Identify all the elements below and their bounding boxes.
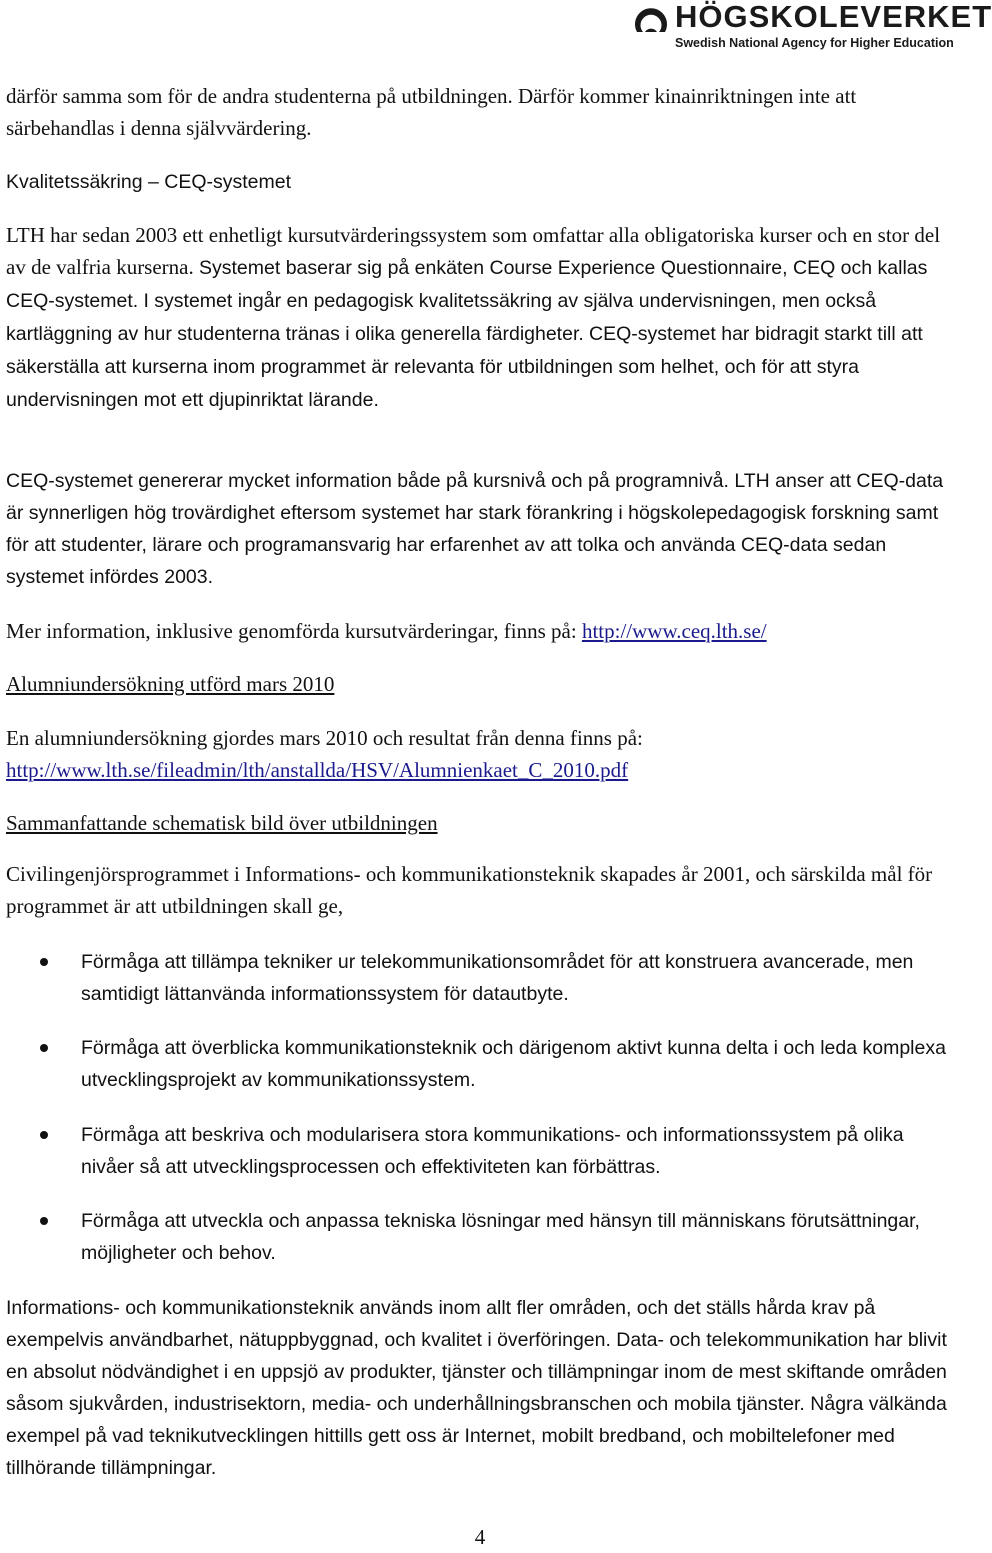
ceq-p1-b: Systemet baserar sig på enkäten Course Experience Questionnaire, CEQ och kallas CEQ-systemet. (6, 257, 928, 312)
ceq-p3-text: Mer information, inklusive genomförda kursutvärderingar, finns på: (6, 619, 577, 643)
alumni-paragraph (6, 722, 956, 786)
page-number: 4 (474, 1525, 486, 1549)
bullet-icon (40, 1131, 48, 1139)
list-item-text: Förmåga att beskriva och modularisera stora kommunikations- och informationssystem på olika nivåer så att utvecklingsprocessen och effektiviteten kan förbättras. (81, 1124, 904, 1178)
ceq-paragraph-3 (6, 615, 956, 647)
ceq-p1-a: LTH har sedan 2003 ett enhetligt kursutvärderingssystem som omfattar alla obligatoriska kurser och en stor del av de valfria kurserna. (6, 223, 941, 279)
closing-paragraph: Informations- och kommunikationsteknik används inom allt fler områden, och det ställs hårda krav på exempelvis användbarhet, nätuppbyggnad, och kvalitet i överföringen. Data- och telekommunikation har blivit en absolut nödvändighet i en uppsjö av produkter, tjänster och tillämpningar inom de mest skiftande områden såsom sjukvården, industrisektorn, media- och underhållningsbranschen och mobila tjänster. Några välkända exempel på vad teknikutvecklingen hittills gett oss är Internet, mobilt bredband, och mobiltelefoner med tillhörande tillämpningar. (6, 1297, 947, 1479)
ceq-link[interactable]: http://www.ceq.lth.se/ (581, 619, 767, 643)
logo-name: HÖGSKOLEVERKET (675, 0, 992, 34)
logo-subtitle: Swedish National Agency for Higher Education (675, 36, 954, 50)
ceq-p1-c: I systemet ingår en pedagogisk kvalitetssäkring av själva undervisningen, men också kartläggning av hur studenterna tränas i olika generella färdigheter. (6, 290, 877, 345)
alumni-text: En alumniundersökning gjordes mars 2010 och resultat från denna finns på: (6, 726, 643, 750)
list-item-text: Förmåga att utveckla och anpassa tekniska lösningar med hänsyn till människans förutsättningar, möjligheter och behov. (81, 1210, 920, 1264)
intro-paragraph: därför samma som för de andra studenterna på utbildningen. Därför kommer kinainriktningen inte att särbehandlas i denna självvärdering. (6, 84, 857, 140)
ceq-p1-d: CEQ-systemet har bidragit starkt till att säkerställa att kurserna inom programmet är relevanta för utbildningen som helhet, och för att styra undervisningen mot ett djupinriktat lärande. (6, 323, 923, 411)
bullet-icon (40, 958, 48, 966)
alumni-heading: Alumniundersökning utförd mars 2010 (6, 672, 335, 696)
list-item-text: Förmåga att tillämpa tekniker ur telekommunikationsområdet för att konstruera avancerade, men samtidigt lättanvända informationssystem för datautbyte. (81, 951, 914, 1005)
ceq-heading: Kvalitetssäkring – CEQ-systemet (6, 171, 292, 193)
ceq-paragraph-1 (6, 219, 956, 416)
agency-logo (633, 0, 992, 55)
bullet-icon (40, 1217, 48, 1225)
ceq-paragraph-2: CEQ-systemet genererar mycket information både på kursnivå och på programnivå. LTH anser att CEQ-data är synnerligen hög trovärdighet eftersom systemet har stark förankring i högskolepedagogisk forskning samt för att studenter, lärare och programansvarig har erfarenhet av att tolka och använda CEQ-data sedan systemet infördes 2003. (6, 470, 944, 588)
bullet-icon (40, 1044, 48, 1052)
logo-mark-icon (633, 2, 669, 38)
alumni-link[interactable]: http://www.lth.se/fileadmin/lth/anstallda/HSV/Alumnienkaet_C_2010.pdf (6, 758, 629, 782)
summary-intro: Civilingenjörsprogrammet i Informations- och kommunikationsteknik skapades år 2001, och särskilda mål för programmet är att utbildningen skall ge, (6, 862, 933, 918)
summary-heading: Sammanfattande schematisk bild över utbildningen (6, 811, 438, 835)
list-item-text: Förmåga att överblicka kommunikationsteknik och därigenom aktivt kunna delta i och leda komplexa utvecklingsprojekt av kommunikationssystem. (81, 1037, 946, 1091)
